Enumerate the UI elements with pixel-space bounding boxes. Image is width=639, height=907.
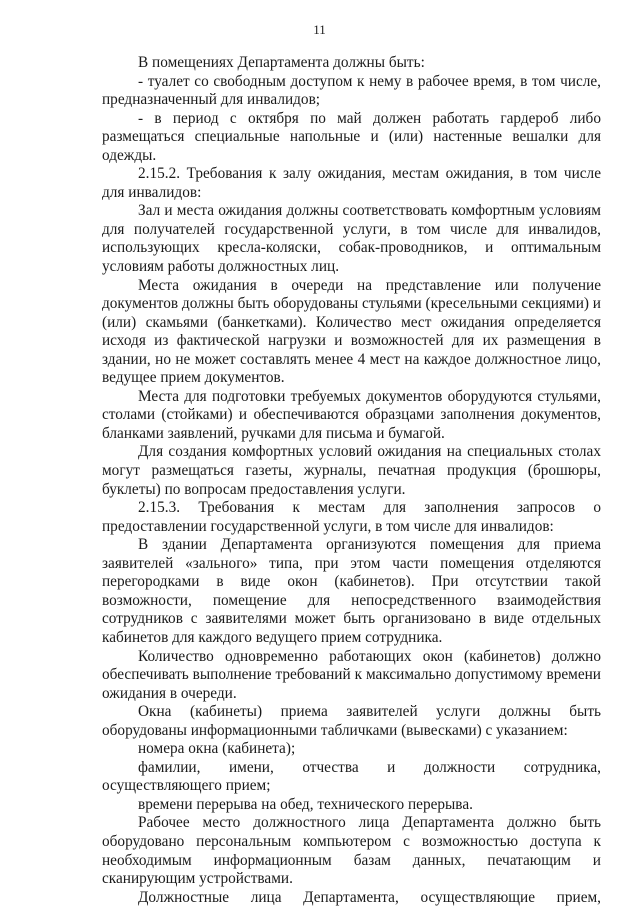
paragraph: Для создания комфортных условий ожидания на специальных столах могут размещаться газеты, журналы, печатная продукция (брошюры, буклеты) по вопросам предоставления услуги.	[102, 443, 601, 498]
page-number: 11	[313, 22, 326, 37]
paragraph: В помещениях Департамента должны быть:	[138, 54, 425, 71]
list-item: - в период с октября по май должен работать гардероб либо размещаться специальные напольные и (или) настенные вешалки для одежды.	[102, 109, 601, 164]
list-item: - туалет со свободным доступом к нему в рабочее время, в том числе, предназначенный для инвалидов;	[102, 72, 601, 109]
section-heading: 2.15.3. Требования к местам для заполнения запросов о предоставлении государственной услуги, в том числе для инвалидов:	[102, 499, 601, 535]
section-heading: 2.15.2. Требования к залу ожидания, местам ожидания, в том числе для инвалидов:	[102, 165, 601, 201]
paragraph: Количество одновременно работающих окон (кабинетов) должно обеспечивать выполнение требований к максимально допустимому времени ожидания в очереди.	[102, 647, 601, 702]
list-item: времени перерыва на обед, технического перерыва.	[138, 795, 473, 813]
document-body	[102, 54, 601, 907]
paragraph: Зал и места ожидания должны соответствовать комфортным условиям для получателей государственной услуги, в том числе для инвалидов, использующих кресла-коляски, собак-проводников, и оптимальным условиям работы должностных лиц.	[102, 202, 601, 276]
list-item: фамилии, имени, отчества и должности сотрудника, осуществляющего прием;	[102, 758, 601, 795]
paragraph: В здании Департамента организуются помещения для приема заявителей «зального» типа, при этом части помещения отделяются перегородками в виде окон (кабинетов). При отсутствии такой возможности, помещение для непосредственного взаимодействия сотрудников с заявителями может быть организовано в виде отдельных кабинетов для каждого ведущего прием сотрудника.	[102, 536, 601, 646]
list-item: номера окна (кабинета);	[138, 740, 296, 758]
paragraph: Места ожидания в очереди на представление или получение документов должны быть оборудованы стульями (кресельными секциями) и (или) скамьями (банкетками). Количество мест ожидания определяется исходя из фактической нагрузки и возможностей для их размещения в здании, но не может составлять менее 4 мест на каждое должностное лицо, ведущее прием документов.	[102, 276, 601, 387]
paragraph: Должностные лица Департамента, осуществляющие прием,	[138, 888, 601, 906]
paragraph: Места для подготовки требуемых документов оборудуются стульями, столами (стойками) и обеспечиваются образцами заполнения документов, бланками заявлений, ручками для письма и бумагой.	[102, 387, 601, 442]
paragraph: Окна (кабинеты) приема заявителей услуги должны быть оборудованы информационными табличками (вывесками) с указанием:	[102, 703, 601, 739]
paragraph: Рабочее место должностного лица Департамента должно быть оборудовано персональным компьютером с возможностью доступа к необходимым информационным базам данных, печатающим и сканирующим устройствами.	[102, 814, 601, 888]
